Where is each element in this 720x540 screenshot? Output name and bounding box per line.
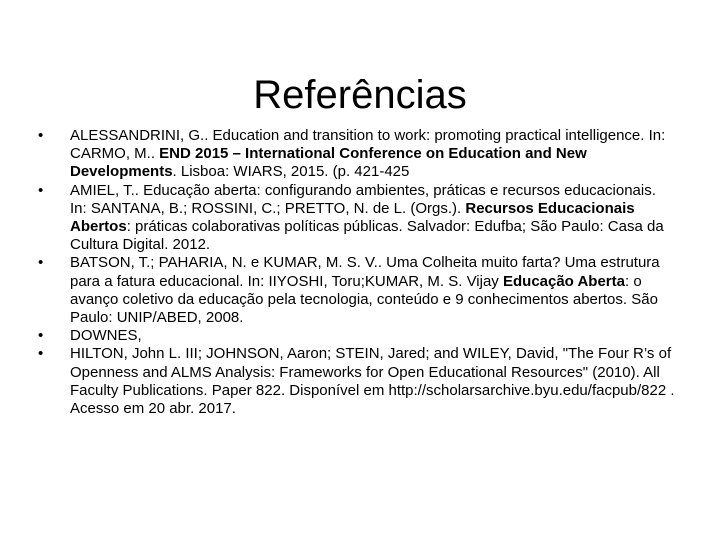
reference-item: [0, 127, 720, 182]
reference-list: [0, 127, 720, 418]
bullet-icon: •: [38, 254, 44, 272]
reference-title: Educação Aberta: [502, 272, 625, 290]
reference-item: [0, 345, 720, 418]
reference-text: ALESSANDRINI, G.. Education and transition to work: promoting practical intelligence. In: CARMO, M..: [70, 127, 666, 163]
reference-item: [0, 327, 720, 345]
reference-text: : práticas colaborativas políticas públicas. Salvador: Edufba; São Paulo: Casa da Cultura Digital. 2012.: [70, 218, 664, 254]
reference-text: DOWNES,: [70, 327, 142, 345]
bullet-icon: •: [38, 127, 44, 144]
reference-title: Recursos Educacionais Abertos: [70, 199, 635, 236]
bullet-icon: •: [38, 327, 44, 345]
bullet-icon: •: [38, 181, 44, 199]
reference-title: END 2015 – International Conference on Education and New Developments: [70, 145, 587, 181]
reference-text: . Lisboa: WIARS, 2015. (p. 421-425: [172, 163, 410, 181]
reference-text: HILTON, John L. III; JOHNSON, Aaron; STEIN, Jared; and WILEY, David, "The Four R’s of Openness and ALMS Analysis: Frameworks for Open Educational Resources" (2010). All Faculty Publications. Paper 822. Disponível em http://scholarsarchive.byu.edu/facpub/822 . Acesso em 20 abr. 2017.: [70, 345, 675, 418]
reference-item: [0, 254, 720, 327]
slide-title: Referências: [253, 72, 467, 117]
reference-text: : o avanço coletivo da educação pela tecnologia, conteúdo e 9 conhecimentos abertos. São Paulo: UNIP/ABED, 2008.: [70, 272, 658, 327]
reference-item: [0, 182, 720, 255]
bullet-icon: •: [38, 345, 44, 363]
reference-text: BATSON, T.; PAHARIA, N. e KUMAR, M. S. V.. Uma Colheita muito farta? Uma estrutura para a fatura educacional. In: IIYOSHI, Toru;KUMAR, M. S. Vijay: [70, 254, 660, 290]
reference-text: AMIEL, T.. Educação aberta: configurando ambientes, práticas e recursos educacionais. In: SANTANA, B.; ROSSINI, C.; PRETTO, N. de L. (Orgs.).: [70, 181, 656, 217]
